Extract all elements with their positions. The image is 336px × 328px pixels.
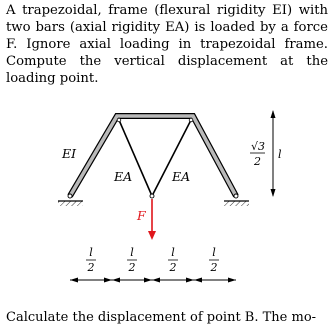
- right-bar-label: EA: [172, 169, 191, 184]
- svg-text:2: 2: [169, 261, 177, 274]
- svg-text:2: 2: [128, 261, 136, 274]
- problem-text: A trapezoidal, frame (flexural rigidity EI) with two bars (axial rigidity EA) is loaded by a force F. Ignore axial loading in trapezoidal frame. Compute the vertical displacement at the loading point.: [6, 3, 328, 86]
- svg-text:2: 2: [87, 261, 95, 274]
- svg-text:l: l: [130, 246, 134, 259]
- force-label: F: [137, 208, 146, 223]
- height-denominator: 2: [254, 155, 261, 168]
- force-arrow: [148, 199, 156, 240]
- span-label-2: [127, 246, 137, 274]
- span-label-4: [209, 246, 219, 274]
- trapezoidal-frame: [70, 116, 236, 196]
- left-bar-label: EA: [114, 169, 133, 184]
- left-support: [58, 201, 83, 206]
- truss-bars: [119, 120, 191, 196]
- svg-text:l: l: [171, 246, 175, 259]
- frame-label: EI: [62, 146, 77, 161]
- footer-text: Calculate the displacement of point B. The mo-: [6, 310, 317, 325]
- left-bar: [119, 120, 152, 196]
- svg-text:l: l: [212, 246, 216, 259]
- right-support: [224, 201, 249, 206]
- span-label-1: [86, 246, 96, 274]
- span-label-3: [168, 246, 178, 274]
- span-dimension: [70, 246, 236, 283]
- svg-text:2: 2: [210, 261, 218, 274]
- svg-text:l: l: [89, 246, 93, 259]
- height-symbol: l: [278, 148, 282, 161]
- right-bar: [152, 120, 191, 196]
- height-numerator: √3: [251, 140, 266, 153]
- height-dimension: [250, 110, 282, 197]
